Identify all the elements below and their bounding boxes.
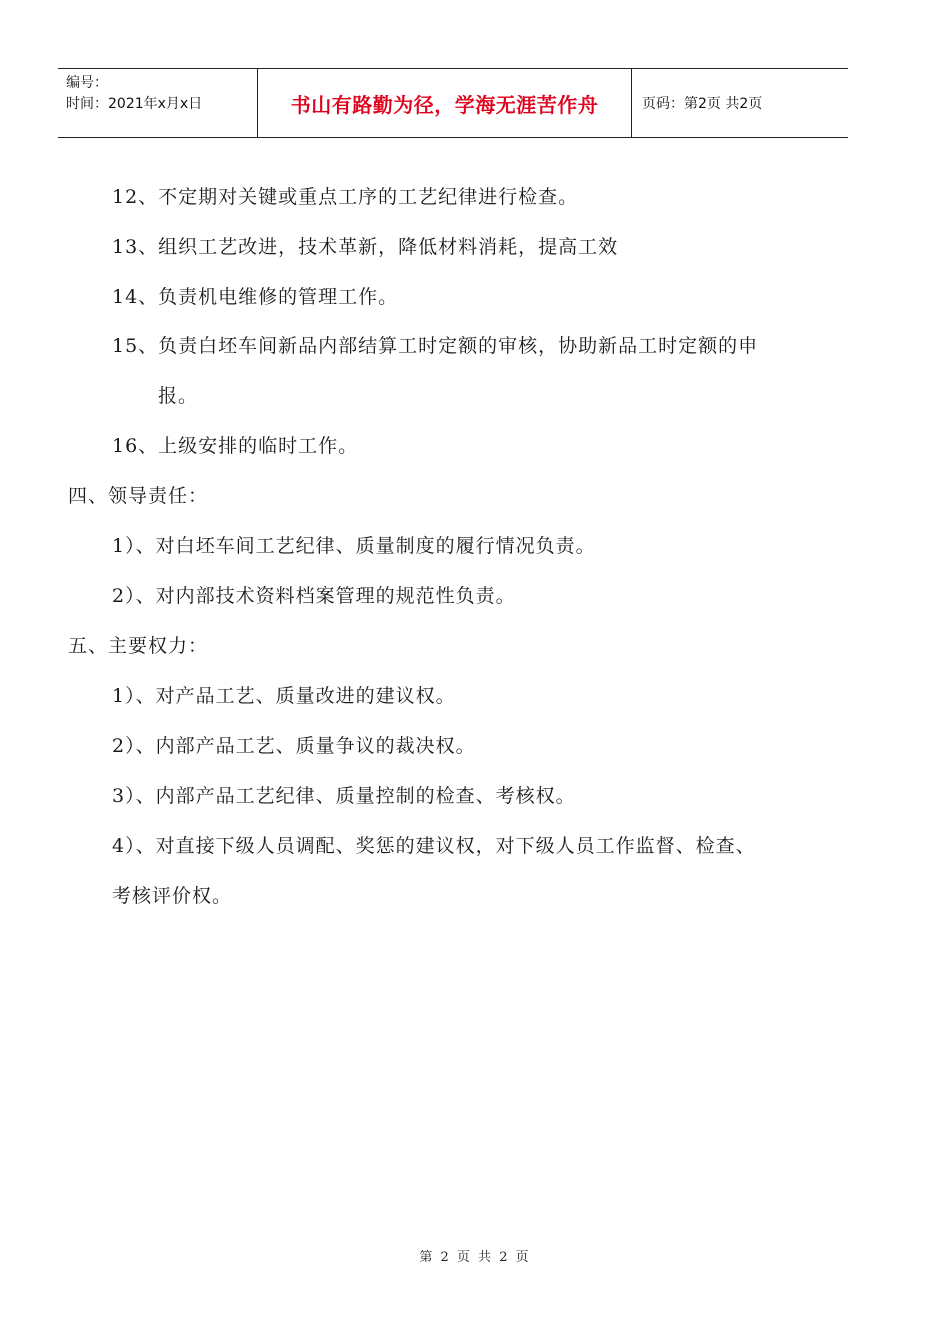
power-item-4-line2: 考核评价权。: [112, 885, 233, 907]
power-item-1: 1）、对产品工艺、质量改进的建议权。: [112, 685, 456, 707]
page-footer: 第 2 页 共 2 页: [419, 1250, 531, 1265]
list-item-16: 16、上级安排的临时工作。: [112, 435, 359, 457]
header-meta: [58, 69, 258, 137]
header-motto: 书山有路勤为径，学海无涯苦作舟: [258, 69, 632, 137]
power-item-2: 2）、内部产品工艺、质量争议的裁决权。: [112, 735, 476, 757]
list-item-14: 14、负责机电维修的管理工作。: [112, 286, 399, 308]
header-page-info: 页码：第2页 共2页: [642, 96, 763, 112]
power-item-3: 3）、内部产品工艺纪律、质量控制的检查、考核权。: [112, 785, 576, 807]
responsibility-item-1: 1）、对白坯车间工艺纪律、质量制度的履行情况负责。: [112, 535, 596, 557]
document-date: 时间：2021年x月x日: [66, 96, 203, 112]
power-item-4-line1: 4）、对直接下级人员调配、奖惩的建议权，对下级人员工作监督、检查、: [112, 835, 756, 857]
list-item-15-line1: 15、负责白坯车间新品内部结算工时定额的审核，协助新品工时定额的申: [112, 335, 759, 357]
responsibility-item-2: 2）、对内部技术资料档案管理的规范性负责。: [112, 585, 516, 607]
section-heading-powers: 五、主要权力：: [68, 635, 209, 657]
section-heading-leadership: 四、领导责任：: [68, 485, 209, 507]
list-item-15-line2: 报。: [158, 385, 199, 407]
document-number-label: 编号：: [66, 75, 108, 91]
page-header: [58, 68, 848, 138]
list-item-13: 13、组织工艺改进，技术革新，降低材料消耗，提高工效: [112, 236, 619, 258]
list-item-12: 12、不定期对关键或重点工序的工艺纪律进行检查。: [112, 186, 579, 208]
